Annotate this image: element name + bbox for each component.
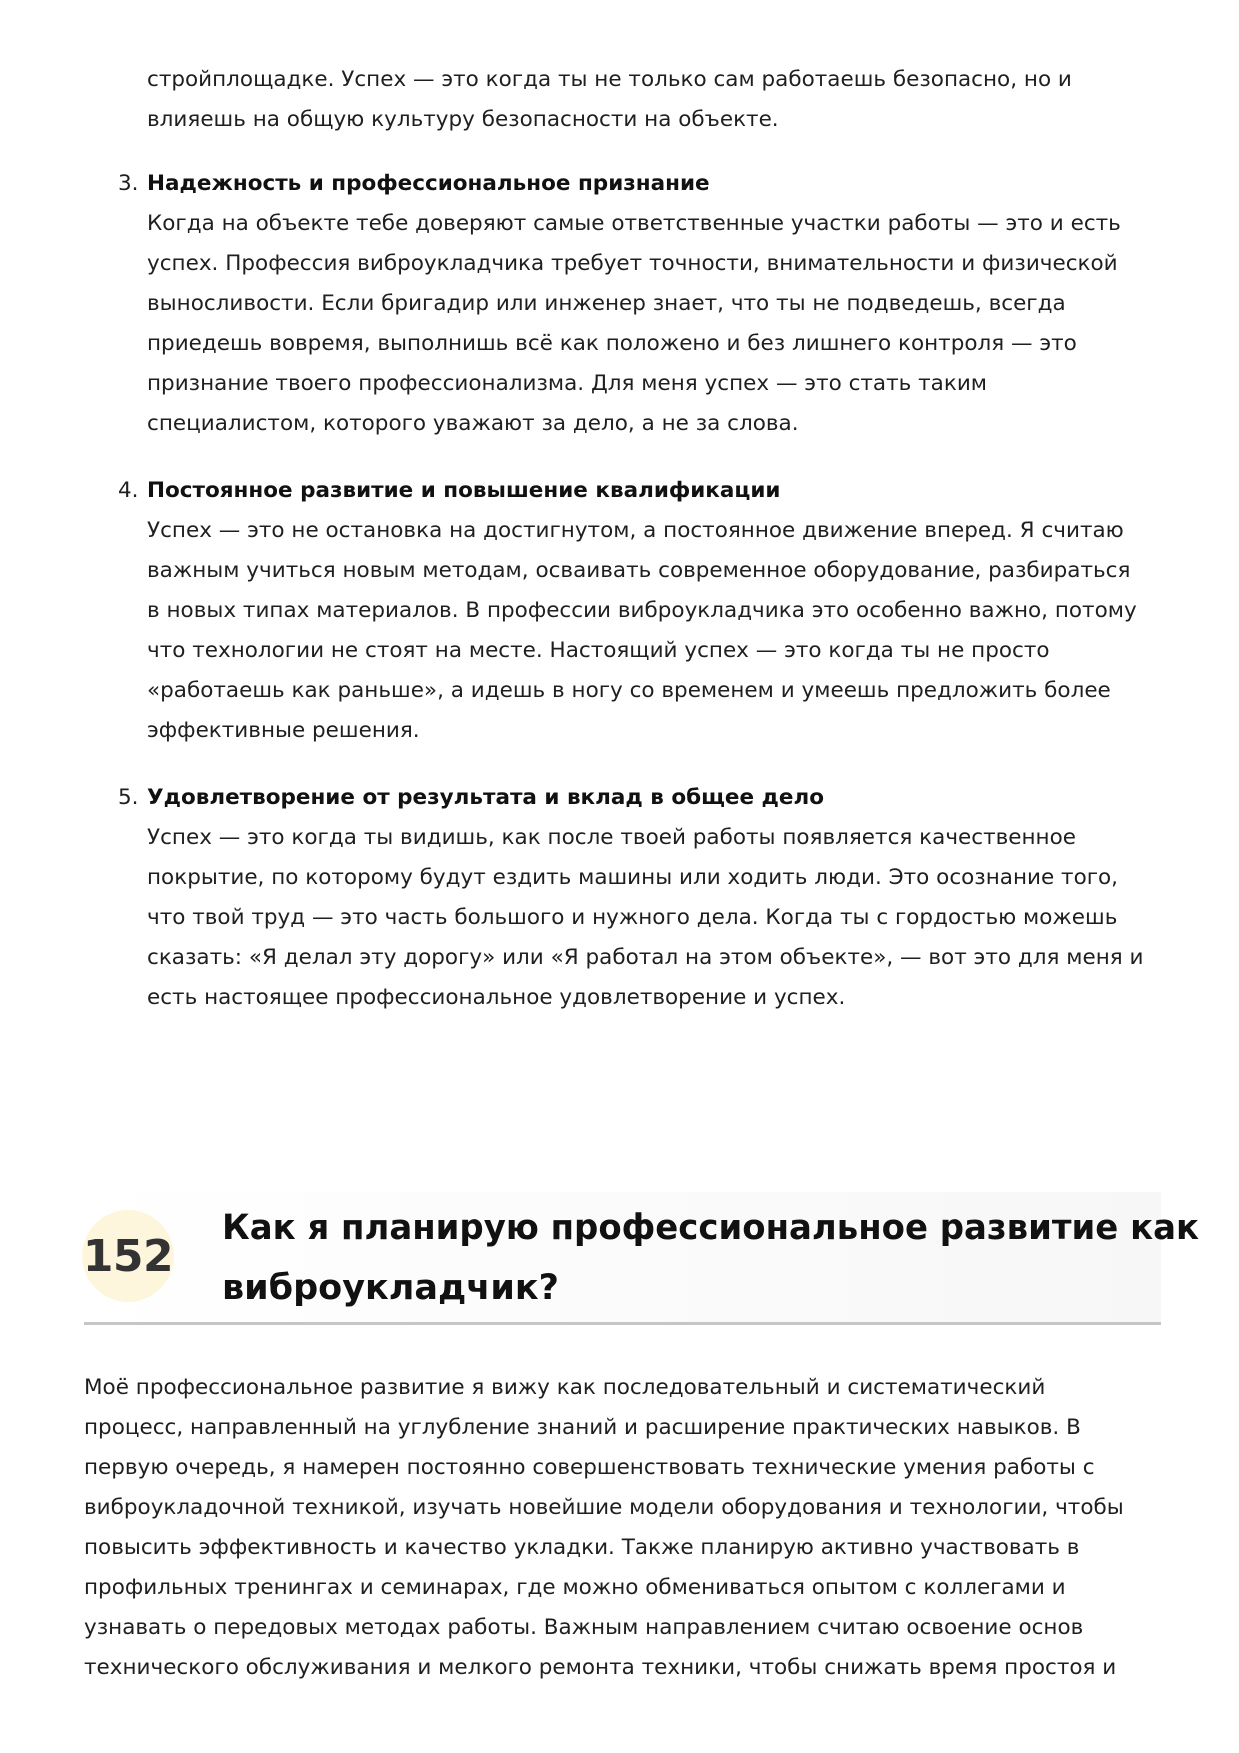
section-body-line-8: технического обслуживания и мелкого ремонта техники, чтобы снижать время простоя и [84, 1655, 1117, 1680]
list-item-4-line-3: в новых типах материалов. В профессии виброукладчика это особенно важно, потому [147, 598, 1137, 623]
list-item-4-line-4: что технологии не стоят на месте. Настоящий успех — это когда ты не просто [147, 638, 1050, 663]
section-body-line-7: узнавать о передовых методах работы. Важным направлением считаю освоение основ [84, 1615, 1084, 1640]
list-number-4: 4. [118, 478, 139, 503]
list-item-3-title: Надежность и профессиональное признание [147, 171, 710, 196]
section-body-line-6: профильных тренингах и семинарах, где можно обмениваться опытом с коллегами и [84, 1575, 1066, 1600]
list-item-3-line-3: выносливости. Если бригадир или инженер знает, что ты не подведешь, всегда [147, 291, 1066, 316]
list-item-3-line-6: специалистом, которого уважают за дело, а не за слова. [147, 411, 799, 436]
list-item-3-line-5: признание твоего профессионализма. Для меня успех — это стать таким [147, 371, 988, 396]
list-item-5-line-2: покрытие, по которому будут ездить машины или ходить люди. Это осознание того, [147, 865, 1119, 890]
list-item-3-line-2: успех. Профессия виброукладчика требует точности, внимательности и физической [147, 251, 1118, 276]
list-item-3-line-4: приедешь вовремя, выполнишь всё как положено и без лишнего контроля — это [147, 331, 1077, 356]
section-body-line-5: повысить эффективность и качество укладки. Также планирую активно участвовать в [84, 1535, 1080, 1560]
intro-line-1: стройплощадке. Успех — это когда ты не только сам работаешь безопасно, но и [147, 67, 1072, 92]
list-item-5-line-4: сказать: «Я делал эту дорогу» или «Я работал на этом объекте», — вот это для меня и [147, 945, 1144, 970]
list-item-4-line-2: важным учиться новым методам, осваивать современное оборудование, разбираться [147, 558, 1131, 583]
section-body-line-2: процесс, направленный на углубление знаний и расширение практических навыков. В [84, 1415, 1081, 1440]
section-title-line-2: виброукладчик? [222, 1268, 559, 1308]
list-item-4-title: Постоянное развитие и повышение квалификации [147, 478, 781, 503]
list-item-5-line-5: есть настоящее профессиональное удовлетворение и успех. [147, 985, 846, 1010]
section-body-line-3: первую очередь, я намерен постоянно совершенствовать технические умения работы с [84, 1455, 1095, 1480]
section-body-line-4: виброукладочной техникой, изучать новейшие модели оборудования и технологии, чтобы [84, 1495, 1124, 1520]
list-item-4-line-6: эффективные решения. [147, 718, 420, 743]
section-body-line-1: Моё профессиональное развитие я вижу как последовательный и систематический [84, 1375, 1046, 1400]
list-item-4-line-1: Успех — это не остановка на достигнутом, а постоянное движение вперед. Я считаю [147, 518, 1124, 543]
list-number-3: 3. [118, 171, 139, 196]
list-item-5-line-1: Успех — это когда ты видишь, как после твоей работы появляется качественное [147, 825, 1076, 850]
section-title-line-1: Как я планирую профессиональное развитие как [222, 1208, 1200, 1248]
intro-line-2: влияешь на общую культуру безопасности на объекте. [147, 107, 779, 132]
section-number-badge: 152 [82, 1210, 174, 1302]
section-divider [84, 1322, 1161, 1325]
list-item-5-line-3: что твой труд — это часть большого и нужного дела. Когда ты с гордостью можешь [147, 905, 1118, 930]
list-item-5-title: Удовлетворение от результата и вклад в общее дело [147, 785, 825, 810]
list-item-3-line-1: Когда на объекте тебе доверяют самые ответственные участки работы — это и есть [147, 211, 1121, 236]
list-number-5: 5. [118, 785, 139, 810]
list-item-4-line-5: «работаешь как раньше», а идешь в ногу со временем и умеешь предложить более [147, 678, 1111, 703]
